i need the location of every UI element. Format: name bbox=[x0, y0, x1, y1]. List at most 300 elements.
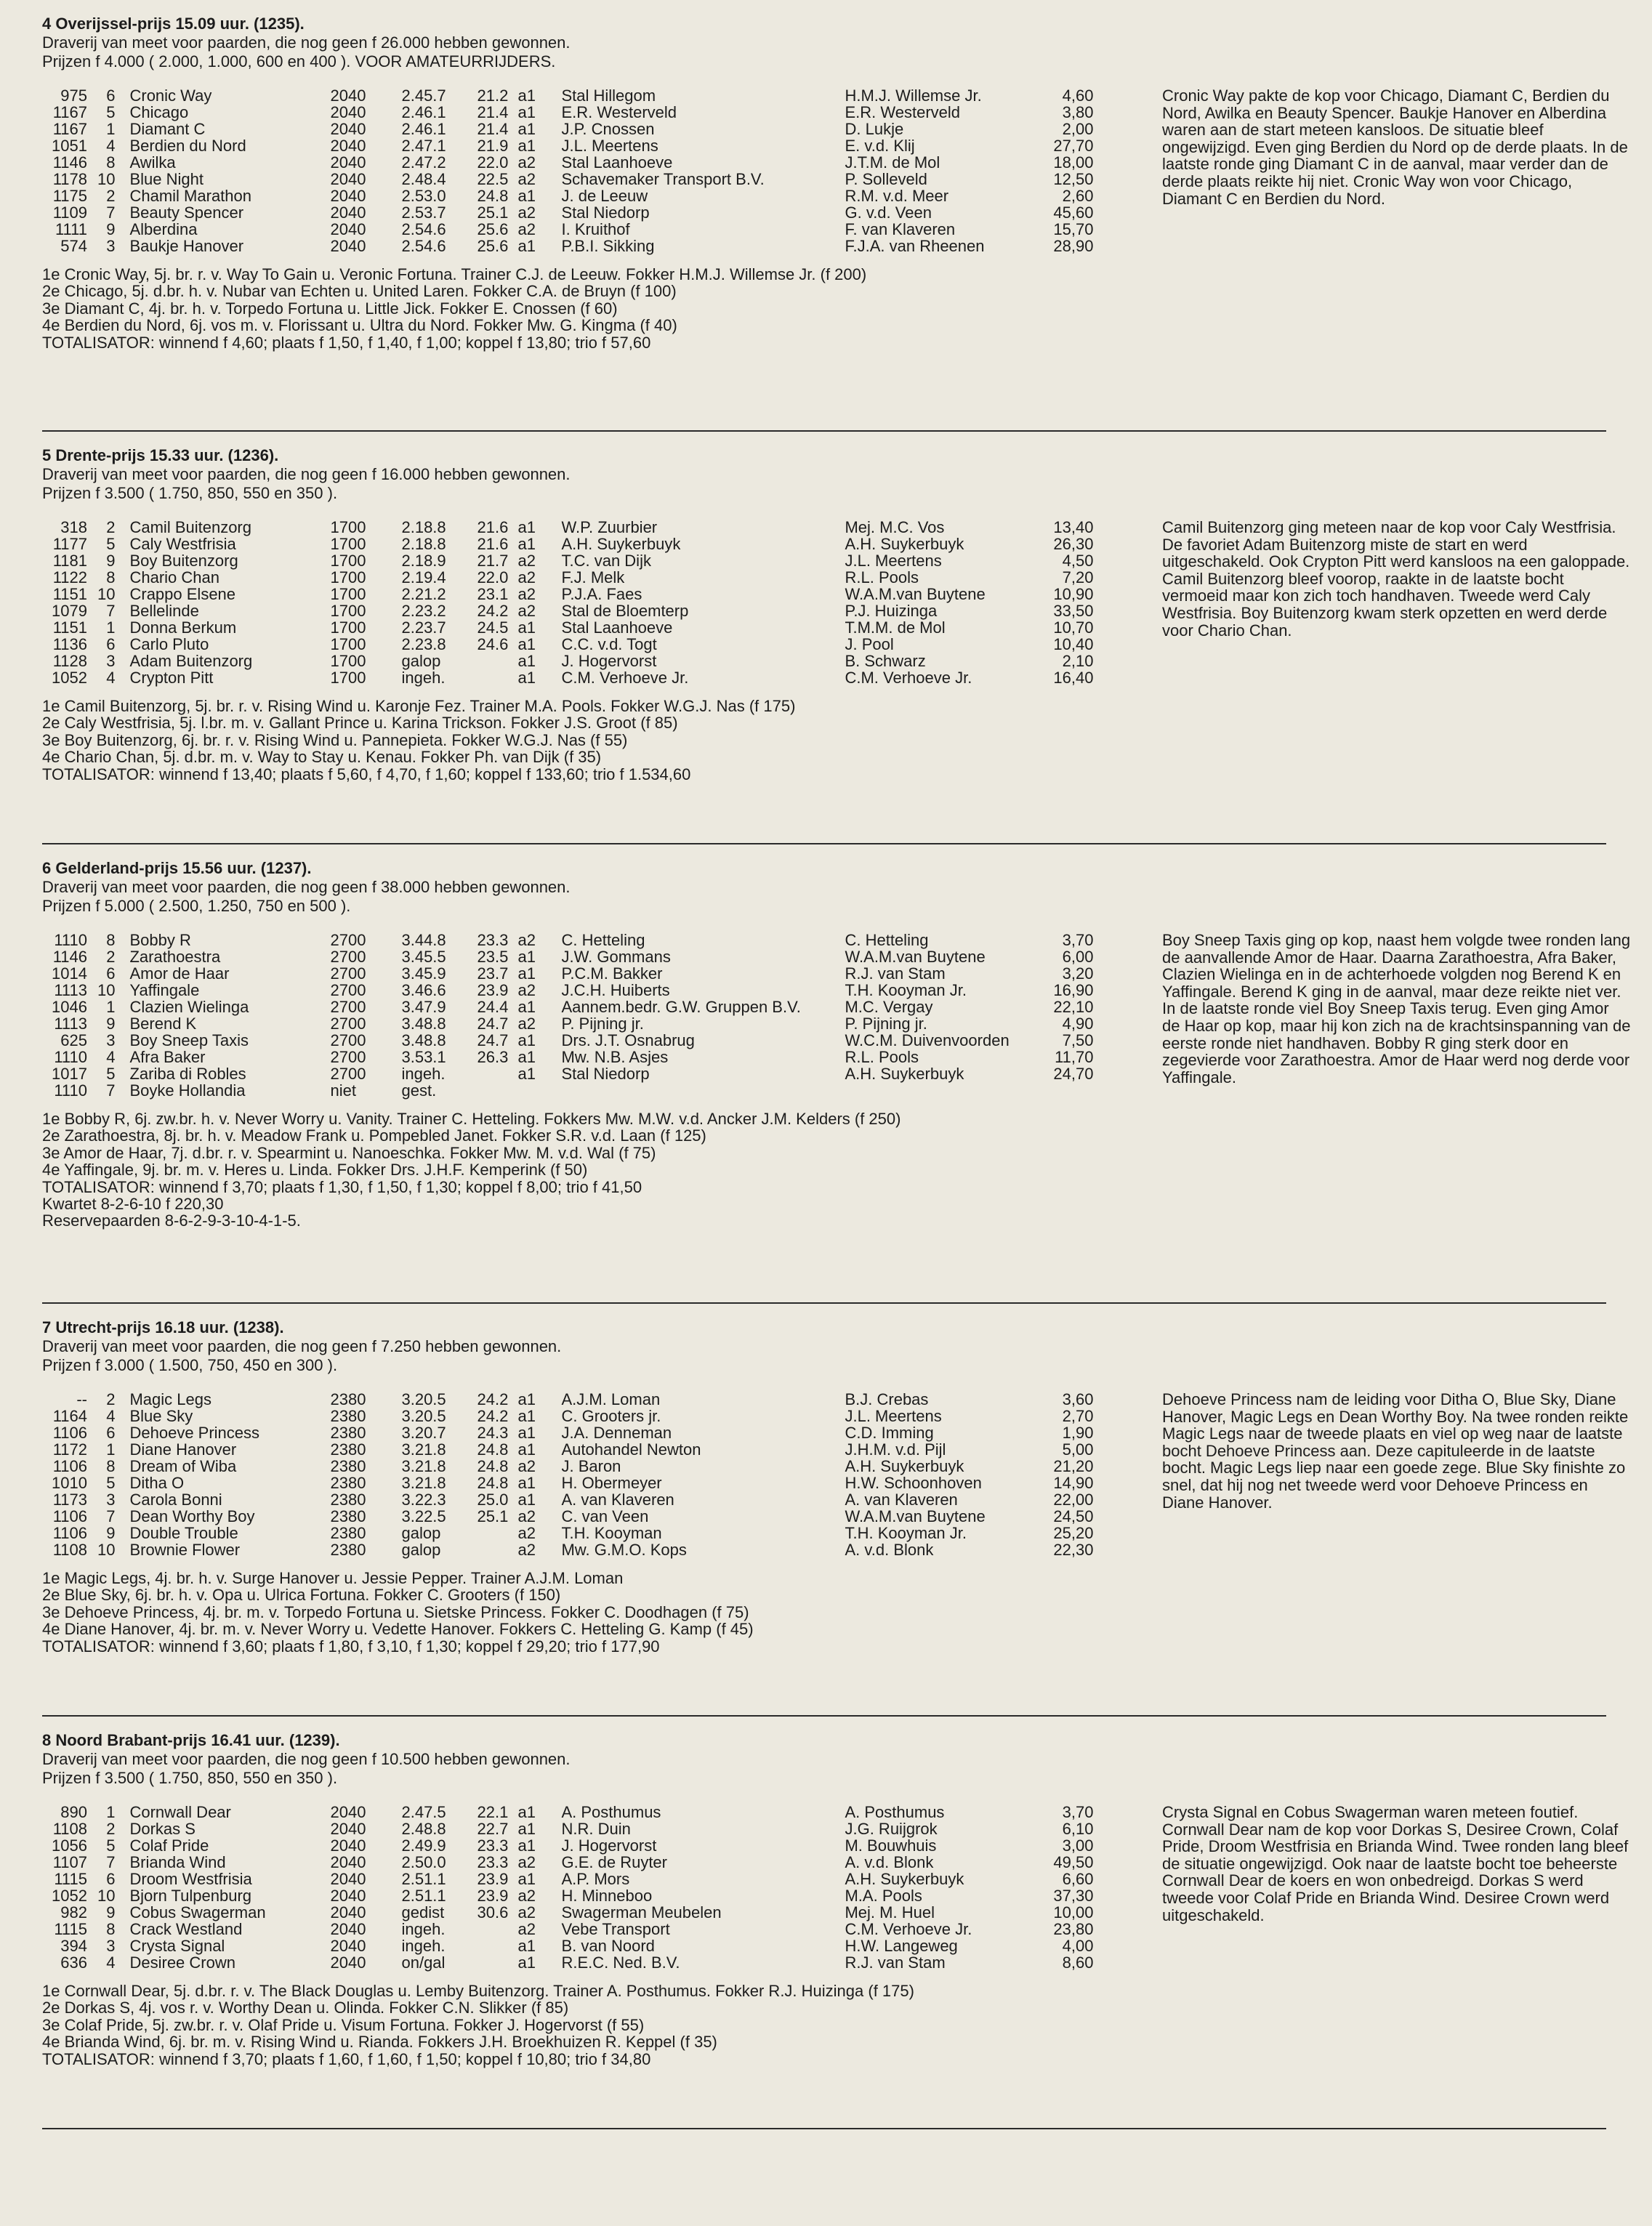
horse-name: Camil Buitenzorg bbox=[129, 518, 251, 536]
driver-name: A.H. Suykerbuyk bbox=[845, 1870, 964, 1888]
distance: 2040 bbox=[330, 86, 366, 105]
runners-table bbox=[42, 87, 1093, 254]
class-code: a1 bbox=[517, 103, 536, 121]
finish-time: 2.47.1 bbox=[401, 137, 446, 155]
km-time: 25.1 bbox=[477, 1507, 509, 1525]
finish-time: 3.48.8 bbox=[401, 1015, 446, 1033]
km-time: 23.5 bbox=[477, 948, 509, 966]
driver-name: A. van Klaveren bbox=[845, 1491, 958, 1509]
start-position: 5 bbox=[106, 103, 116, 121]
finish-time: 2.18.8 bbox=[401, 518, 446, 536]
section-divider bbox=[42, 2128, 1606, 2129]
result-line: 3e Diamant C, 4j. br. h. v. Torpedo Fortuna u. Little Jick. Fokker E. Cnossen (f 60) bbox=[42, 299, 618, 318]
runner-number: 636 bbox=[60, 1953, 87, 1972]
runner-row bbox=[42, 1954, 1093, 1971]
class-code: a2 bbox=[517, 1457, 536, 1475]
finish-time: 3.53.1 bbox=[401, 1048, 446, 1066]
driver-name: W.A.M.van Buytene bbox=[845, 585, 986, 603]
class-code: a1 bbox=[517, 1390, 536, 1408]
km-time bbox=[477, 653, 517, 669]
horse-name: Chario Chan bbox=[129, 568, 219, 586]
totalisator-line: TOTALISATOR: winnend f 3,60; plaats f 1,80, f 3,10, f 1,30; koppel f 29,20; trio f 177,90 bbox=[42, 1637, 660, 1656]
odds: 15,70 bbox=[1053, 220, 1094, 238]
runner-number: 1051 bbox=[52, 137, 87, 155]
class-code: a1 bbox=[517, 187, 536, 205]
km-time: 24.4 bbox=[477, 998, 509, 1016]
odds: 2,10 bbox=[1062, 652, 1094, 670]
class-code: a1 bbox=[517, 1474, 536, 1492]
km-time: 30.6 bbox=[477, 1903, 509, 1921]
class-code: a2 bbox=[517, 585, 536, 603]
km-time: 23.3 bbox=[477, 1853, 509, 1871]
class-code: a1 bbox=[517, 948, 536, 966]
driver-name: B.J. Crebas bbox=[845, 1390, 929, 1408]
result-line: 1e Cornwall Dear, 5j. d.br. r. v. The Black Douglas u. Lemby Buitenzorg. Trainer A. Posthumus. Fokker R.J. Huizinga (f 175) bbox=[42, 1982, 914, 2000]
odds: 4,90 bbox=[1062, 1015, 1094, 1033]
driver-name: R.J. van Stam bbox=[845, 964, 946, 983]
start-position: 10 bbox=[97, 981, 116, 999]
runner-row bbox=[42, 187, 1093, 204]
runners-block bbox=[42, 519, 1648, 686]
distance: 2700 bbox=[330, 998, 366, 1016]
owner-name bbox=[561, 1082, 845, 1099]
runner-number: 1164 bbox=[52, 1407, 87, 1425]
runner-number: 1052 bbox=[52, 669, 87, 687]
finish-time: 2.51.1 bbox=[401, 1870, 446, 1888]
owner-name: C. van Veen bbox=[561, 1507, 649, 1525]
km-time: 24.3 bbox=[477, 1424, 509, 1442]
race-conditions: Draverij van meet voor paarden, die nog geen f 38.000 hebben gewonnen. bbox=[42, 878, 571, 896]
class-code: a2 bbox=[517, 170, 536, 188]
distance: 2700 bbox=[330, 948, 366, 966]
start-position: 10 bbox=[97, 585, 116, 603]
finish-time: 2.54.6 bbox=[401, 237, 446, 255]
start-position: 7 bbox=[106, 1081, 116, 1100]
horse-name: Crypton Pitt bbox=[129, 669, 214, 687]
race-section bbox=[42, 1318, 1648, 1703]
finish-time: 3.20.7 bbox=[401, 1424, 446, 1442]
distance: 2040 bbox=[330, 103, 366, 121]
driver-name: W.A.M.van Buytene bbox=[845, 948, 986, 966]
result-line: 3e Boy Buitenzorg, 6j. br. r. v. Rising Wind u. Pannepieta. Fokker W.G.J. Nas (f 55) bbox=[42, 730, 628, 749]
runners-table bbox=[42, 1391, 1093, 1558]
driver-name: J.L. Meertens bbox=[845, 1407, 942, 1425]
result-line: 2e Zarathoestra, 8j. br. h. v. Meadow Frank u. Pompebled Janet. Fokker S.R. v.d. Laan (f 125) bbox=[42, 1126, 706, 1145]
start-position: 6 bbox=[106, 1424, 116, 1442]
start-position: 5 bbox=[106, 1474, 116, 1492]
runner-row bbox=[42, 1032, 1093, 1049]
finish-time: 3.48.8 bbox=[401, 1031, 446, 1049]
horse-name: Alberdina bbox=[129, 220, 198, 238]
km-time: 23.3 bbox=[477, 931, 509, 949]
finish-time: 2.23.8 bbox=[401, 635, 446, 653]
start-position: 6 bbox=[106, 1870, 116, 1888]
finish-time: 3.21.8 bbox=[401, 1440, 446, 1459]
class-code: a1 bbox=[517, 669, 536, 687]
start-position: 5 bbox=[106, 1065, 116, 1083]
runner-number: 394 bbox=[60, 1937, 87, 1955]
race-header bbox=[42, 1731, 1648, 1788]
start-position: 1 bbox=[106, 618, 116, 637]
horse-name: Adam Buitenzorg bbox=[129, 652, 253, 670]
driver-name: T.H. Kooyman Jr. bbox=[845, 1524, 967, 1542]
runner-row bbox=[42, 1458, 1093, 1475]
km-time: 21.6 bbox=[477, 535, 509, 553]
race-section bbox=[42, 859, 1648, 1291]
class-code: a1 bbox=[517, 535, 536, 553]
distance: 2040 bbox=[330, 1953, 366, 1972]
runner-number: 1172 bbox=[52, 1440, 87, 1459]
finish-time: galop bbox=[401, 652, 441, 670]
owner-name: J.P. Cnossen bbox=[561, 120, 655, 138]
km-time: 24.2 bbox=[477, 602, 509, 620]
driver-name: T.H. Kooyman Jr. bbox=[845, 981, 967, 999]
horse-name: Afra Baker bbox=[129, 1048, 206, 1066]
driver-name: F. van Klaveren bbox=[845, 220, 956, 238]
finish-time: 3.21.8 bbox=[401, 1474, 446, 1492]
finish-time: ingeh. bbox=[401, 1920, 446, 1938]
runner-row bbox=[42, 204, 1093, 221]
start-position: 8 bbox=[106, 153, 116, 172]
class-code: a1 bbox=[517, 1803, 536, 1821]
runner-number: 1106 bbox=[52, 1524, 87, 1542]
finish-time: 3.20.5 bbox=[401, 1390, 446, 1408]
class-code: a2 bbox=[517, 1920, 536, 1938]
owner-name: C.M. Verhoeve Jr. bbox=[561, 669, 689, 687]
owner-name: Vebe Transport bbox=[561, 1920, 670, 1938]
horse-name: Cobus Swagerman bbox=[129, 1903, 266, 1921]
owner-name: J.W. Gommans bbox=[561, 948, 671, 966]
owner-name: J. de Leeuw bbox=[561, 187, 648, 205]
runner-number: 1110 bbox=[54, 931, 87, 949]
race-prizes: Prijzen f 4.000 ( 2.000, 1.000, 600 en 400 ). VOOR AMATEURRIJDERS. bbox=[42, 52, 556, 70]
finish-time: 2.47.2 bbox=[401, 153, 446, 172]
driver-name: A. Posthumus bbox=[845, 1803, 945, 1821]
odds: 10,70 bbox=[1053, 618, 1094, 637]
runner-row bbox=[42, 519, 1093, 536]
horse-name: Yaffingale bbox=[129, 981, 200, 999]
start-position: 4 bbox=[106, 1407, 116, 1425]
runner-row bbox=[42, 536, 1093, 552]
runner-number: 1014 bbox=[52, 964, 87, 983]
class-code: a1 bbox=[517, 1937, 536, 1955]
race-prizes: Prijzen f 5.000 ( 2.500, 1.250, 750 en 500 ). bbox=[42, 897, 351, 915]
horse-name: Carola Bonni bbox=[129, 1491, 222, 1509]
driver-name: Mej. M. Huel bbox=[845, 1903, 935, 1921]
finish-time: 2.21.2 bbox=[401, 585, 446, 603]
runner-row bbox=[42, 653, 1093, 669]
km-time: 22.7 bbox=[477, 1820, 509, 1838]
race-commentary: Camil Buitenzorg ging meteen naar de kop voor Caly Westfrisia. De favoriet Adam Buitenzorg miste de start en werd uitgeschakeld. Ook Crypton Pitt werd kansloos na een galoppade. Camil Buitenzorg bleef voorop, raakte in de laatste bocht vermoeid maar kon zich toch handhaven. Tweede werd Caly Westfrisia. Boy Buitenzorg kwam sterk opzetten en werd derde voor Chario Chan. bbox=[1162, 518, 1630, 640]
distance: 2700 bbox=[330, 1065, 366, 1083]
runner-number: 1106 bbox=[52, 1424, 87, 1442]
class-code: a2 bbox=[517, 1541, 536, 1559]
distance: 2040 bbox=[330, 1937, 366, 1955]
section-divider bbox=[42, 1302, 1606, 1304]
finish-time: ingeh. bbox=[401, 1937, 446, 1955]
horse-name: Colaf Pride bbox=[129, 1836, 209, 1855]
totalisator-line: TOTALISATOR: winnend f 3,70; plaats f 1,30, f 1,50, f 1,30; koppel f 8,00; trio f 41,50 bbox=[42, 1177, 642, 1196]
horse-name: Caly Westfrisia bbox=[129, 535, 236, 553]
horse-name: Crappo Elsene bbox=[129, 585, 236, 603]
distance: 1700 bbox=[330, 669, 366, 687]
odds: 1,90 bbox=[1062, 1424, 1094, 1442]
driver-name: P.J. Huizinga bbox=[845, 602, 938, 620]
owner-name: F.J. Melk bbox=[561, 568, 625, 586]
result-line: 1e Cronic Way, 5j. br. r. v. Way To Gain u. Veronic Fortuna. Trainer C.J. de Leeuw. Fokker H.M.J. Willemse Jr. (f 200) bbox=[42, 265, 867, 283]
runner-number: 1056 bbox=[52, 1836, 87, 1855]
owner-name: B. van Noord bbox=[561, 1937, 655, 1955]
runner-row bbox=[42, 238, 1093, 254]
runners-block bbox=[42, 87, 1648, 254]
class-code: a1 bbox=[517, 1424, 536, 1442]
driver-name: G. v.d. Veen bbox=[845, 203, 932, 222]
km-time: 24.2 bbox=[477, 1390, 509, 1408]
result-line: 2e Blue Sky, 6j. br. h. v. Opa u. Ulrica Fortuna. Fokker C. Grooters (f 150) bbox=[42, 1586, 561, 1605]
start-position: 1 bbox=[106, 1440, 116, 1459]
odds: 2,00 bbox=[1062, 120, 1094, 138]
race-results bbox=[42, 1983, 1648, 2068]
km-time: 21.2 bbox=[477, 86, 509, 105]
result-line: 2e Dorkas S, 4j. vos r. v. Worthy Dean u. Olinda. Fokker C.N. Slikker (f 85) bbox=[42, 1999, 569, 2017]
horse-name: Berdien du Nord bbox=[129, 137, 246, 155]
driver-name: A.H. Suykerbuyk bbox=[845, 535, 964, 553]
runner-row bbox=[42, 1082, 1093, 1099]
odds: 3,70 bbox=[1062, 931, 1094, 949]
start-position: 1 bbox=[106, 1803, 116, 1821]
result-line: 4e Berdien du Nord, 6j. vos m. v. Florissant u. Ultra du Nord. Fokker Mw. G. Kingma (f 40) bbox=[42, 316, 677, 335]
owner-name: Stal de Bloemterp bbox=[561, 602, 689, 620]
class-code: a1 bbox=[517, 1870, 536, 1888]
start-position: 4 bbox=[106, 137, 116, 155]
distance: 2380 bbox=[330, 1541, 366, 1559]
km-time: 22.1 bbox=[477, 1803, 509, 1821]
runner-number: 1113 bbox=[54, 981, 87, 999]
runner-number: 1173 bbox=[52, 1491, 87, 1509]
runner-number: 1167 bbox=[52, 120, 87, 138]
runners-table bbox=[42, 519, 1093, 686]
owner-name: A.P. Mors bbox=[561, 1870, 630, 1888]
owner-name: P. Pijning jr. bbox=[561, 1015, 644, 1033]
runner-number: 1113 bbox=[54, 1015, 87, 1033]
horse-name: Berend K bbox=[129, 1015, 197, 1033]
odds: 10,40 bbox=[1053, 635, 1094, 653]
runner-number: 1017 bbox=[52, 1065, 87, 1083]
distance: 2040 bbox=[330, 220, 366, 238]
start-position: 8 bbox=[106, 1457, 116, 1475]
section-divider bbox=[42, 1715, 1606, 1717]
owner-name: J. Hogervorst bbox=[561, 1836, 657, 1855]
owner-name: C. Hetteling bbox=[561, 931, 645, 949]
runner-number: 1151 bbox=[52, 618, 87, 637]
horse-name: Blue Night bbox=[129, 170, 204, 188]
race-results bbox=[42, 266, 1648, 351]
driver-name: P. Solleveld bbox=[845, 170, 927, 188]
runner-number: -- bbox=[76, 1390, 87, 1408]
horse-name: Carlo Pluto bbox=[129, 635, 209, 653]
km-time: 25.0 bbox=[477, 1491, 509, 1509]
runner-row bbox=[42, 619, 1093, 636]
start-position: 2 bbox=[106, 1820, 116, 1838]
driver-name: C.M. Verhoeve Jr. bbox=[845, 1920, 972, 1938]
horse-name: Dean Worthy Boy bbox=[129, 1507, 255, 1525]
horse-name: Crysta Signal bbox=[129, 1937, 225, 1955]
runner-row bbox=[42, 1049, 1093, 1065]
owner-name: J.C.H. Huiberts bbox=[561, 981, 670, 999]
runner-row bbox=[42, 1871, 1093, 1887]
class-code: a2 bbox=[517, 552, 536, 570]
horse-name: Amor de Haar bbox=[129, 964, 230, 983]
driver-name: A. v.d. Blonk bbox=[845, 1853, 934, 1871]
owner-name: R.E.C. Ned. B.V. bbox=[561, 1953, 680, 1972]
km-time: 21.6 bbox=[477, 518, 509, 536]
start-position: 2 bbox=[106, 1390, 116, 1408]
odds bbox=[1036, 1082, 1093, 1099]
owner-name: C. Grooters jr. bbox=[561, 1407, 661, 1425]
class-code: a1 bbox=[517, 86, 536, 105]
runner-row bbox=[42, 1837, 1093, 1854]
class-code: a1 bbox=[517, 1820, 536, 1838]
runner-number: 1111 bbox=[55, 220, 87, 238]
distance: 2380 bbox=[330, 1440, 366, 1459]
distance: 2700 bbox=[330, 1031, 366, 1049]
runner-row bbox=[42, 1441, 1093, 1458]
owner-name: Stal Niedorp bbox=[561, 203, 650, 222]
result-line: 1e Bobby R, 6j. zw.br. h. v. Never Worry u. Vanity. Trainer C. Hetteling. Fokkers Mw. M.W. v.d. Ancker J.M. Kelders (f 250) bbox=[42, 1110, 901, 1128]
owner-name: C.C. v.d. Togt bbox=[561, 635, 657, 653]
race-results-page bbox=[42, 15, 1648, 2144]
finish-time: 3.45.9 bbox=[401, 964, 446, 983]
distance: 2700 bbox=[330, 931, 366, 949]
distance: 1700 bbox=[330, 568, 366, 586]
runner-row bbox=[42, 1887, 1093, 1904]
start-position: 2 bbox=[106, 187, 116, 205]
runner-row bbox=[42, 221, 1093, 238]
odds: 33,50 bbox=[1053, 602, 1094, 620]
distance: 1700 bbox=[330, 552, 366, 570]
distance: 2700 bbox=[330, 1048, 366, 1066]
start-position: 1 bbox=[106, 120, 116, 138]
odds: 6,10 bbox=[1062, 1820, 1094, 1838]
runner-row bbox=[42, 121, 1093, 137]
horse-name: Desiree Crown bbox=[129, 1953, 235, 1972]
odds: 5,00 bbox=[1062, 1440, 1094, 1459]
driver-name: J.H.M. v.d. Pijl bbox=[845, 1440, 946, 1459]
odds: 27,70 bbox=[1053, 137, 1094, 155]
odds: 10,00 bbox=[1053, 1903, 1094, 1921]
driver-name: F.J.A. van Rheenen bbox=[845, 237, 985, 255]
runner-number: 1046 bbox=[52, 998, 87, 1016]
finish-time: 3.22.3 bbox=[401, 1491, 446, 1509]
distance: 2380 bbox=[330, 1524, 366, 1542]
driver-name: M.C. Vergay bbox=[845, 998, 933, 1016]
odds: 7,50 bbox=[1062, 1031, 1094, 1049]
odds: 14,90 bbox=[1053, 1474, 1094, 1492]
odds: 12,50 bbox=[1053, 170, 1094, 188]
odds: 2,70 bbox=[1062, 1407, 1094, 1425]
runner-number: 1136 bbox=[52, 635, 87, 653]
runner-number: 1108 bbox=[52, 1820, 87, 1838]
distance: 1700 bbox=[330, 535, 366, 553]
odds: 26,30 bbox=[1053, 535, 1094, 553]
finish-time: 2.18.8 bbox=[401, 535, 446, 553]
result-line: 1e Camil Buitenzorg, 5j. br. r. v. Rising Wind u. Karonje Fez. Trainer M.A. Pools. Fokker W.G.J. Nas (f 175) bbox=[42, 697, 796, 715]
race-title: 4 Overijssel-prijs 15.09 uur. (1235). bbox=[42, 15, 305, 33]
km-time bbox=[477, 669, 517, 686]
runner-number: 1151 bbox=[52, 585, 87, 603]
owner-name: Aannem.bedr. G.W. Gruppen B.V. bbox=[561, 998, 801, 1016]
horse-name: Brownie Flower bbox=[129, 1541, 241, 1559]
km-time: 21.7 bbox=[477, 552, 509, 570]
odds: 28,90 bbox=[1053, 237, 1094, 255]
start-position: 9 bbox=[106, 552, 116, 570]
class-code: a1 bbox=[517, 1031, 536, 1049]
runner-number: 975 bbox=[60, 86, 87, 105]
runners-table bbox=[42, 1804, 1093, 1971]
result-line: 2e Chicago, 5j. d.br. h. v. Nubar van Echten u. United Laren. Fokker C.A. de Bruyn (f 100) bbox=[42, 282, 677, 301]
race-header bbox=[42, 446, 1648, 503]
owner-name: J. Baron bbox=[561, 1457, 621, 1475]
horse-name: Ditha O bbox=[129, 1474, 185, 1492]
driver-name: R.J. van Stam bbox=[845, 1953, 946, 1972]
km-time: 24.8 bbox=[477, 187, 509, 205]
odds: 49,50 bbox=[1053, 1853, 1094, 1871]
owner-name: J.A. Denneman bbox=[561, 1424, 672, 1442]
horse-name: Chamil Marathon bbox=[129, 187, 251, 205]
class-code: a1 bbox=[517, 1440, 536, 1459]
distance: 1700 bbox=[330, 585, 366, 603]
start-position: 3 bbox=[106, 1031, 116, 1049]
start-position: 7 bbox=[106, 1507, 116, 1525]
odds: 10,90 bbox=[1053, 585, 1094, 603]
start-position: 7 bbox=[106, 203, 116, 222]
owner-name: Stal Laanhoeve bbox=[561, 618, 673, 637]
km-time: 22.0 bbox=[477, 568, 509, 586]
runner-number: 1052 bbox=[52, 1887, 87, 1905]
start-position: 7 bbox=[106, 1853, 116, 1871]
horse-name: Blue Sky bbox=[129, 1407, 193, 1425]
horse-name: Bellelinde bbox=[129, 602, 199, 620]
distance: 2380 bbox=[330, 1407, 366, 1425]
class-code: a1 bbox=[517, 237, 536, 255]
odds: 3,00 bbox=[1062, 1836, 1094, 1855]
finish-time: 2.54.6 bbox=[401, 220, 446, 238]
distance: 2380 bbox=[330, 1507, 366, 1525]
class-code: a1 bbox=[517, 618, 536, 637]
start-position: 7 bbox=[106, 602, 116, 620]
start-position: 10 bbox=[97, 170, 116, 188]
km-time bbox=[477, 1954, 517, 1971]
start-position: 8 bbox=[106, 1920, 116, 1938]
driver-name: C. Hetteling bbox=[845, 931, 929, 949]
runner-number: 574 bbox=[60, 237, 87, 255]
start-position: 10 bbox=[97, 1887, 116, 1905]
result-line: 3e Dehoeve Princess, 4j. br. m. v. Torpedo Fortuna u. Sietske Princess. Fokker C. Doodhagen (f 75) bbox=[42, 1602, 749, 1621]
kwartet-line: Kwartet 8-2-6-10 f 220,30 bbox=[42, 1195, 224, 1214]
race-header bbox=[42, 1318, 1648, 1375]
owner-name: N.R. Duin bbox=[561, 1820, 631, 1838]
owner-name: Swagerman Meubelen bbox=[561, 1903, 722, 1921]
runner-row bbox=[42, 948, 1093, 965]
driver-name bbox=[845, 1082, 1036, 1099]
km-time: 23.3 bbox=[477, 1836, 509, 1855]
distance: 2040 bbox=[330, 137, 366, 155]
driver-name: C.M. Verhoeve Jr. bbox=[845, 669, 972, 687]
runner-row bbox=[42, 1525, 1093, 1541]
class-code: a1 bbox=[517, 1407, 536, 1425]
totalisator-line: TOTALISATOR: winnend f 4,60; plaats f 1,50, f 1,40, f 1,00; koppel f 13,80; trio f 57,60 bbox=[42, 333, 651, 352]
km-time: 23.9 bbox=[477, 1887, 509, 1905]
